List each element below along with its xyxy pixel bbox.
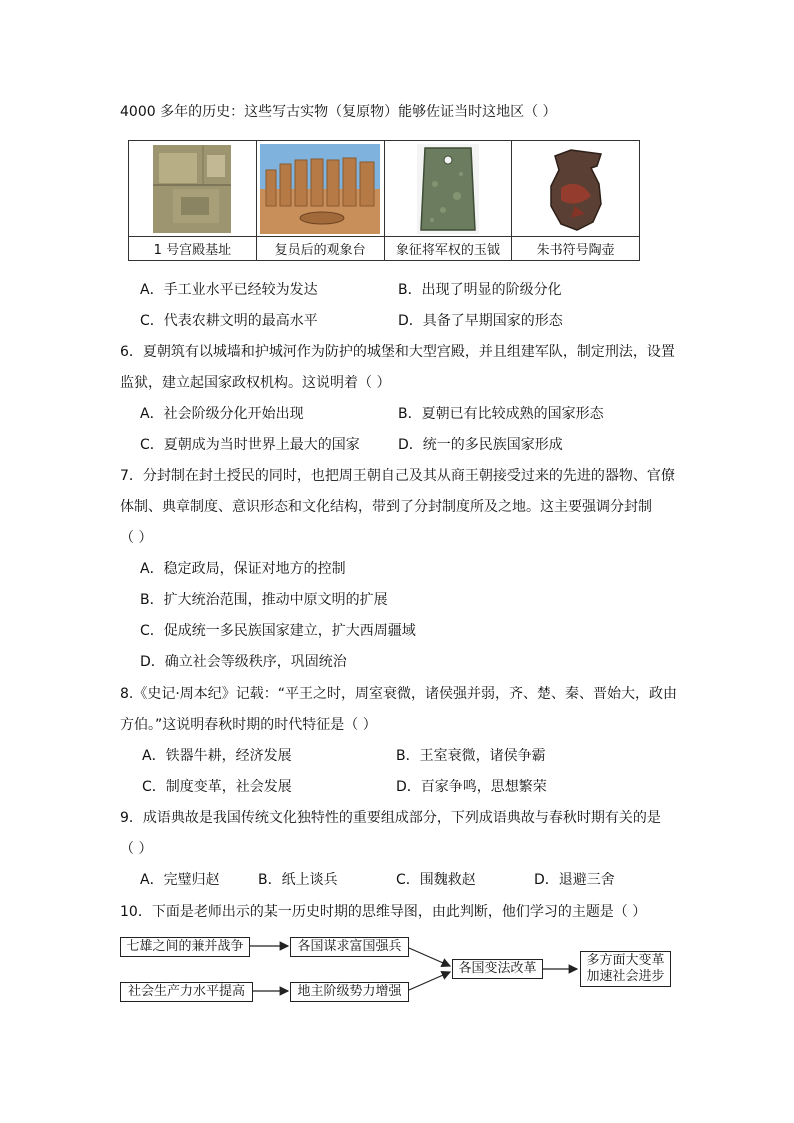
q8-option-c[interactable]: C．制度变革，社会发展 [142,779,292,795]
q8-stem-line2: 方伯。”这说明春秋时期的时代特征是（ ） [120,717,377,733]
mindmap-box-transformation-line2: 加速社会进步 [586,969,665,984]
q9-option-b[interactable]: B．纸上谈兵 [258,872,338,888]
q8-option-a[interactable]: A．铁器牛耕，经济发展 [142,748,292,764]
image-caption: 朱书符号陶壶 [536,243,615,258]
mindmap-box-productivity: 社会生产力水平提高 [120,982,253,1002]
q6-option-d[interactable]: D．统一的多民族国家形成 [398,437,563,453]
q6-stem-line2: 监狱，建立起国家政权机构。这说明着（ ） [120,375,391,391]
q7-stem-line1: 7．分封制在封土授民的同时，也把周王朝自己及其从商王朝接受过来的先进的器物、官僚 [120,468,675,484]
q7-option-d[interactable]: D．确立社会等级秩序，巩固统治 [140,654,347,670]
q8-option-b[interactable]: B．王室衰微，诸侯争霸 [396,748,546,764]
q9-stem-line2: （ ） [120,841,153,857]
q5-option-d[interactable]: D．具备了早期国家的形态 [398,313,563,329]
mindmap-box-reforms: 各国变法改革 [452,959,543,979]
q9-option-d[interactable]: D．退避三舍 [534,872,615,888]
q7-stem-line2: 体制、典章制度、意识形态和文化结构，带到了分封制度所及之地。这主要强调分封制 [120,499,652,515]
arrow-4 [409,972,450,990]
q6-option-a[interactable]: A．社会阶级分化开始出现 [140,406,304,422]
mindmap-box-strong-states: 各国谋求富国强兵 [290,937,409,957]
q6-stem-line1: 6．夏朝筑有以城墙和护城河作为防护的城堡和大型宫殿，并且组建军队，制定刑法，设置 [120,344,675,360]
q5-option-c[interactable]: C．代表农耕文明的最高水平 [140,313,318,329]
q9-option-a[interactable]: A．完璧归赵 [140,872,220,888]
q5-stem: 4000 多年的历史：这些写古实物（复原物）能够佐证当时这地区（ ） [120,104,557,120]
arrow-3 [409,948,450,966]
q5-option-b[interactable]: B．出现了明显的阶级分化 [398,282,562,298]
q7-option-a[interactable]: A．稳定政局，保证对地方的控制 [140,561,346,577]
q6-option-c[interactable]: C．夏朝成为当时世界上最大的国家 [140,437,360,453]
q5-option-a[interactable]: A．手工业水平已经较为发达 [140,282,318,298]
q9-option-c[interactable]: C．围魏救赵 [396,872,476,888]
image-caption: 复员后的观象台 [274,243,366,258]
q6-option-b[interactable]: B．夏朝已有比较成熟的国家形态 [398,406,604,422]
q10-stem: 10．下面是老师出示的某一历史时期的思维导图，由此判断，他们学习的主题是（ ） [120,904,647,920]
q7-stem-line3: （ ） [120,530,153,546]
q7-option-b[interactable]: B．扩大统治范围，推动中原文明的扩展 [140,592,388,608]
mindmap-box-landlord-class: 地主阶级势力增强 [290,982,409,1002]
mindmap-box-wars: 七雄之间的兼并战争 [120,937,250,957]
q8-option-d[interactable]: D．百家争鸣，思想繁荣 [396,779,547,795]
q8-stem-line1: 8.《史记·周本纪》记载：“平王之时，周室衰微，诸侯强并弱，齐、楚、秦、晋始大，政由 [120,686,678,702]
q9-stem-line1: 9．成语典故是我国传统文化独特性的重要组成部分，下列成语典故与春秋时期有关的是 [120,810,661,826]
mindmap-box-transformation [580,951,671,987]
q7-option-c[interactable]: C．促成统一多民族国家建立，扩大西周疆域 [140,623,416,639]
image-caption: 1 号宫殿基址 [153,243,232,258]
image-caption: 象征将军权的玉钺 [395,243,500,258]
mindmap-box-transformation-line1: 多方面大变革 [586,953,665,968]
